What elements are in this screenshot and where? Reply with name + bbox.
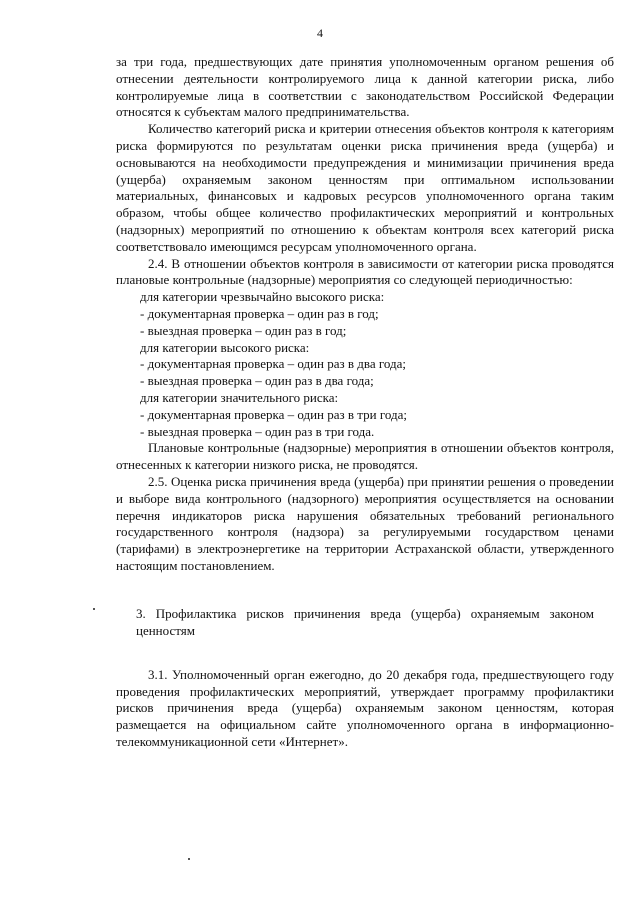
list-item: для категории значительного риска: bbox=[140, 389, 339, 405]
paragraph-continuation: за три года, предшествующих дате принятия уполномоченным органом решения об отнесении деятельности контролируемого лица к данной категории риска, либо контролируемые лица в соответствии с законодательством Российской Федерации относятся к субъектам малого предпринимательства. bbox=[116, 54, 614, 120]
paragraph-low-risk: Плановые контрольные (надзорные) мероприятия в отношении объектов контроля, отнесенных к категории низкого риска, не проводятся. bbox=[116, 440, 614, 473]
periodicity-list bbox=[116, 289, 614, 440]
paragraph-2-4: 2.4. В отношении объектов контроля в зависимости от категории риска проводятся плановые контрольные (надзорные) мероприятия со следующей периодичностью: bbox=[116, 255, 614, 288]
list-item: - выездная проверка – один раз в три года. bbox=[140, 423, 375, 439]
list-item: - документарная проверка – один раз в два года; bbox=[140, 356, 407, 372]
scan-speck bbox=[93, 608, 95, 610]
list-item: - выездная проверка – один раз в два года; bbox=[140, 373, 374, 389]
paragraph-risk-categories: Количество категорий риска и критерии отнесения объектов контроля к категориям риска формируются по результатам оценки риска причинения вреда (ущерба) и основываются на необходимости предупреждения и минимизации причинения вреда (ущерба) охраняемым законом ценностям при оптимальном использовании материальных, финансовых и кадровых ресурсов уполномоченного органа таким образом, чтобы общее количество профилактических мероприятий и контрольных (надзорных) мероприятий по отношению к объектам контроля всех категорий риска соответствовало имеющимся ресурсам уполномоченного органа. bbox=[116, 121, 614, 254]
document-body bbox=[116, 54, 614, 751]
list-item: для категории чрезвычайно высокого риска: bbox=[140, 289, 385, 305]
scan-speck bbox=[188, 858, 190, 860]
list-item: - выездная проверка – один раз в год; bbox=[140, 322, 347, 338]
spacer bbox=[116, 639, 614, 667]
paragraph-3-1: 3.1. Уполномоченный орган ежегодно, до 20 декабря года, предшествующего году проведения профилактических мероприятий, утверждает программу профилактики рисков причинения вреда (ущерба) охраняемым законом ценностям, которая размещается на официальном сайте уполномоченного органа в информационно-телекоммуникационной сети «Интернет». bbox=[116, 666, 614, 749]
page-number: 4 bbox=[317, 26, 323, 40]
list-item: - документарная проверка – один раз в три года; bbox=[140, 406, 407, 422]
list-item: для категории высокого риска: bbox=[140, 339, 310, 355]
list-item: - документарная проверка – один раз в год; bbox=[140, 305, 379, 321]
paragraph-2-5: 2.5. Оценка риска причинения вреда (ущерба) при принятии решения о проведении и выборе вида контрольного (надзорного) мероприятия осуществляется на основании перечня индикаторов риска нарушения обязательных требований регионального государственного контроля (надзора) за регулируемыми государством ценами (тарифами) в электроэнергетике на территории Астраханской области, утвержденного настоящим постановлением. bbox=[116, 473, 614, 573]
section-3-title: 3. Профилактика рисков причинения вреда (ущерба) охраняемым законом ценностям bbox=[136, 605, 594, 638]
